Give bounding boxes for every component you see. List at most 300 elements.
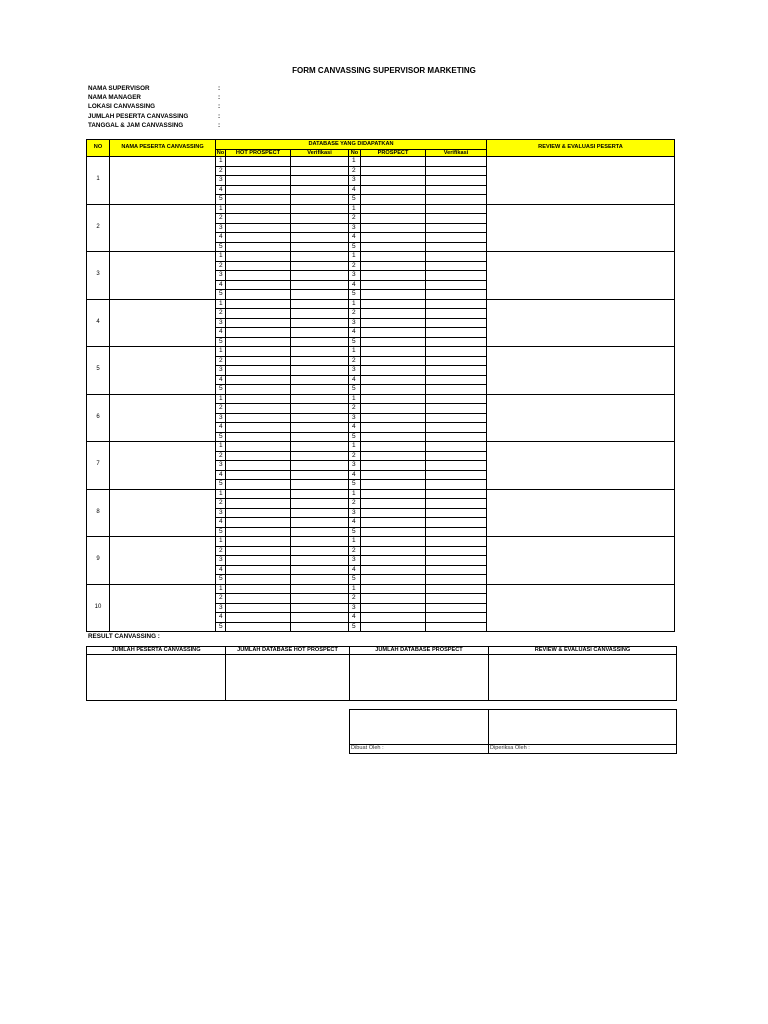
- hot-prospect-row-number: 4: [216, 280, 226, 290]
- hot-prospect-cell[interactable]: [226, 508, 291, 518]
- prospect-row-number: 5: [349, 337, 361, 347]
- prospect-row-number: 1: [349, 157, 361, 167]
- prospect-row-number: 1: [349, 299, 361, 309]
- prospect-cell[interactable]: [361, 356, 426, 366]
- prospect-cell[interactable]: [361, 508, 426, 518]
- prospect-row-number: 5: [349, 527, 361, 537]
- hot-prospect-verifikasi-cell[interactable]: [291, 318, 349, 328]
- prospect-verifikasi-cell[interactable]: [426, 508, 487, 518]
- info-section: [88, 85, 221, 131]
- prospect-verifikasi-cell[interactable]: [426, 480, 487, 490]
- prospect-cell[interactable]: [361, 413, 426, 423]
- hot-prospect-verifikasi-cell[interactable]: [291, 337, 349, 347]
- prospect-cell[interactable]: [361, 461, 426, 471]
- prospect-verifikasi-cell[interactable]: [426, 166, 487, 176]
- hot-prospect-row-number: 1: [216, 442, 226, 452]
- hot-prospect-row-number: 3: [216, 366, 226, 376]
- prospect-verifikasi-cell[interactable]: [426, 271, 487, 281]
- hot-prospect-cell[interactable]: [226, 622, 291, 632]
- header-nama: NAMA PESERTA CANVASSING: [110, 140, 216, 157]
- info-colon: :: [218, 94, 221, 102]
- hot-prospect-cell[interactable]: [226, 204, 291, 214]
- prospect-cell[interactable]: [361, 337, 426, 347]
- hot-prospect-verifikasi-cell[interactable]: [291, 461, 349, 471]
- table-body: [87, 157, 675, 632]
- prospect-row-number: 3: [349, 176, 361, 186]
- prospect-row-number: 5: [349, 432, 361, 442]
- participant-number: 6: [87, 394, 110, 442]
- header-no: NO: [87, 140, 110, 157]
- table-row: [87, 204, 675, 214]
- prospect-row-number: 2: [349, 499, 361, 509]
- participant-name-cell[interactable]: [110, 252, 216, 300]
- prospect-verifikasi-cell[interactable]: [426, 347, 487, 357]
- hot-prospect-cell[interactable]: [226, 328, 291, 338]
- hot-prospect-cell[interactable]: [226, 594, 291, 604]
- prospect-verifikasi-cell[interactable]: [426, 537, 487, 547]
- signature-space-dibuat[interactable]: [350, 710, 489, 745]
- hot-prospect-verifikasi-cell[interactable]: [291, 584, 349, 594]
- hot-prospect-verifikasi-cell[interactable]: [291, 603, 349, 613]
- hot-prospect-verifikasi-cell[interactable]: [291, 480, 349, 490]
- hot-prospect-verifikasi-cell[interactable]: [291, 261, 349, 271]
- hot-prospect-verifikasi-cell[interactable]: [291, 518, 349, 528]
- prospect-verifikasi-cell[interactable]: [426, 299, 487, 309]
- hot-prospect-row-number: 3: [216, 176, 226, 186]
- hot-prospect-cell[interactable]: [226, 223, 291, 233]
- hot-prospect-row-number: 3: [216, 223, 226, 233]
- hot-prospect-cell[interactable]: [226, 546, 291, 556]
- prospect-cell[interactable]: [361, 480, 426, 490]
- hot-prospect-verifikasi-cell[interactable]: [291, 575, 349, 585]
- review-cell[interactable]: [487, 252, 675, 300]
- prospect-cell[interactable]: [361, 166, 426, 176]
- prospect-verifikasi-cell[interactable]: [426, 565, 487, 575]
- participant-name-cell[interactable]: [110, 394, 216, 442]
- prospect-cell[interactable]: [361, 622, 426, 632]
- prospect-verifikasi-cell[interactable]: [426, 204, 487, 214]
- prospect-verifikasi-cell[interactable]: [426, 556, 487, 566]
- hot-prospect-cell[interactable]: [226, 584, 291, 594]
- hot-prospect-verifikasi-cell[interactable]: [291, 252, 349, 262]
- prospect-cell[interactable]: [361, 470, 426, 480]
- hot-prospect-cell[interactable]: [226, 470, 291, 480]
- prospect-cell[interactable]: [361, 432, 426, 442]
- prospect-cell[interactable]: [361, 404, 426, 414]
- info-row-jumlah: [88, 112, 221, 122]
- prospect-cell[interactable]: [361, 290, 426, 300]
- prospect-cell[interactable]: [361, 280, 426, 290]
- review-cell[interactable]: [487, 347, 675, 395]
- participant-name-cell[interactable]: [110, 442, 216, 490]
- prospect-row-number: 4: [349, 613, 361, 623]
- result-cell-prospect[interactable]: [350, 655, 489, 701]
- hot-prospect-cell[interactable]: [226, 271, 291, 281]
- participant-number: 9: [87, 537, 110, 585]
- hot-prospect-row-number: 2: [216, 309, 226, 319]
- hot-prospect-cell[interactable]: [226, 537, 291, 547]
- prospect-verifikasi-cell[interactable]: [426, 290, 487, 300]
- hot-prospect-verifikasi-cell[interactable]: [291, 442, 349, 452]
- prospect-cell[interactable]: [361, 385, 426, 395]
- hot-prospect-cell[interactable]: [226, 290, 291, 300]
- hot-prospect-verifikasi-cell[interactable]: [291, 375, 349, 385]
- prospect-row-number: 3: [349, 413, 361, 423]
- prospect-cell[interactable]: [361, 157, 426, 167]
- result-label: RESULT CANVASSING :: [88, 633, 160, 640]
- hot-prospect-row-number: 4: [216, 423, 226, 433]
- prospect-cell[interactable]: [361, 537, 426, 547]
- hot-prospect-verifikasi-cell[interactable]: [291, 233, 349, 243]
- prospect-cell[interactable]: [361, 233, 426, 243]
- participant-number: 8: [87, 489, 110, 537]
- hot-prospect-row-number: 2: [216, 594, 226, 604]
- table-row: [87, 489, 675, 499]
- result-cell-review[interactable]: [489, 655, 677, 701]
- hot-prospect-verifikasi-cell[interactable]: [291, 613, 349, 623]
- hot-prospect-cell[interactable]: [226, 613, 291, 623]
- prospect-verifikasi-cell[interactable]: [426, 518, 487, 528]
- hot-prospect-cell[interactable]: [226, 299, 291, 309]
- table-row: [87, 157, 675, 167]
- prospect-verifikasi-cell[interactable]: [426, 413, 487, 423]
- hot-prospect-verifikasi-cell[interactable]: [291, 394, 349, 404]
- prospect-verifikasi-cell[interactable]: [426, 527, 487, 537]
- hot-prospect-cell[interactable]: [226, 176, 291, 186]
- prospect-cell[interactable]: [361, 489, 426, 499]
- hot-prospect-cell[interactable]: [226, 461, 291, 471]
- prospect-row-number: 3: [349, 318, 361, 328]
- prospect-verifikasi-cell[interactable]: [426, 451, 487, 461]
- result-cell-hot-prospect[interactable]: [226, 655, 350, 701]
- prospect-verifikasi-cell[interactable]: [426, 423, 487, 433]
- hot-prospect-cell[interactable]: [226, 565, 291, 575]
- hot-prospect-cell[interactable]: [226, 347, 291, 357]
- hot-prospect-verifikasi-cell[interactable]: [291, 489, 349, 499]
- hot-prospect-cell[interactable]: [226, 157, 291, 167]
- prospect-verifikasi-cell[interactable]: [426, 594, 487, 604]
- hot-prospect-cell[interactable]: [226, 499, 291, 509]
- prospect-verifikasi-cell[interactable]: [426, 242, 487, 252]
- header-hot-prospect: HOT PROSPECT: [226, 150, 291, 157]
- hot-prospect-verifikasi-cell[interactable]: [291, 622, 349, 632]
- hot-prospect-cell[interactable]: [226, 527, 291, 537]
- hot-prospect-cell[interactable]: [226, 280, 291, 290]
- hot-prospect-cell[interactable]: [226, 413, 291, 423]
- prospect-verifikasi-cell[interactable]: [426, 404, 487, 414]
- prospect-verifikasi-cell[interactable]: [426, 575, 487, 585]
- hot-prospect-verifikasi-cell[interactable]: [291, 166, 349, 176]
- prospect-row-number: 5: [349, 622, 361, 632]
- hot-prospect-cell[interactable]: [226, 166, 291, 176]
- prospect-cell[interactable]: [361, 451, 426, 461]
- hot-prospect-row-number: 5: [216, 432, 226, 442]
- signature-table: [349, 709, 677, 754]
- prospect-verifikasi-cell[interactable]: [426, 470, 487, 480]
- prospect-verifikasi-cell[interactable]: [426, 223, 487, 233]
- table-row: [87, 537, 675, 547]
- prospect-cell[interactable]: [361, 195, 426, 205]
- hot-prospect-row-number: 5: [216, 290, 226, 300]
- review-cell[interactable]: [487, 299, 675, 347]
- hot-prospect-cell[interactable]: [226, 394, 291, 404]
- prospect-row-number: 4: [349, 518, 361, 528]
- hot-prospect-verifikasi-cell[interactable]: [291, 413, 349, 423]
- hot-prospect-cell[interactable]: [226, 423, 291, 433]
- prospect-verifikasi-cell[interactable]: [426, 309, 487, 319]
- review-cell[interactable]: [487, 204, 675, 252]
- prospect-verifikasi-cell[interactable]: [426, 613, 487, 623]
- prospect-cell[interactable]: [361, 575, 426, 585]
- prospect-cell[interactable]: [361, 546, 426, 556]
- info-row-lokasi: [88, 103, 221, 112]
- hot-prospect-cell[interactable]: [226, 195, 291, 205]
- hot-prospect-cell[interactable]: [226, 261, 291, 271]
- prospect-row-number: 4: [349, 185, 361, 195]
- hot-prospect-row-number: 1: [216, 347, 226, 357]
- hot-prospect-row-number: 2: [216, 451, 226, 461]
- participant-name-cell[interactable]: [110, 157, 216, 205]
- hot-prospect-verifikasi-cell[interactable]: [291, 242, 349, 252]
- prospect-cell[interactable]: [361, 347, 426, 357]
- prospect-cell[interactable]: [361, 594, 426, 604]
- header-sub-no: No: [216, 150, 225, 156]
- prospect-cell[interactable]: [361, 176, 426, 186]
- prospect-verifikasi-cell[interactable]: [426, 461, 487, 471]
- info-colon: :: [218, 103, 221, 111]
- prospect-cell[interactable]: [361, 366, 426, 376]
- hot-prospect-verifikasi-cell[interactable]: [291, 185, 349, 195]
- hot-prospect-verifikasi-cell[interactable]: [291, 404, 349, 414]
- hot-prospect-cell[interactable]: [226, 603, 291, 613]
- review-cell[interactable]: [487, 584, 675, 632]
- signature-space-diperiksa[interactable]: [489, 710, 677, 745]
- participant-name-cell[interactable]: [110, 584, 216, 632]
- prospect-row-number: 2: [349, 214, 361, 224]
- prospect-cell[interactable]: [361, 309, 426, 319]
- hot-prospect-verifikasi-cell[interactable]: [291, 499, 349, 509]
- hot-prospect-cell[interactable]: [226, 489, 291, 499]
- prospect-verifikasi-cell[interactable]: [426, 280, 487, 290]
- hot-prospect-cell[interactable]: [226, 442, 291, 452]
- prospect-row-number: 4: [349, 423, 361, 433]
- hot-prospect-verifikasi-cell[interactable]: [291, 280, 349, 290]
- header-verifikasi: Verifikasi: [426, 150, 487, 157]
- prospect-verifikasi-cell[interactable]: [426, 622, 487, 632]
- prospect-verifikasi-cell[interactable]: [426, 214, 487, 224]
- prospect-verifikasi-cell[interactable]: [426, 394, 487, 404]
- prospect-cell[interactable]: [361, 223, 426, 233]
- participant-name-cell[interactable]: [110, 204, 216, 252]
- prospect-verifikasi-cell[interactable]: [426, 233, 487, 243]
- hot-prospect-row-number: 5: [216, 575, 226, 585]
- hot-prospect-verifikasi-cell[interactable]: [291, 537, 349, 547]
- review-cell[interactable]: [487, 157, 675, 205]
- prospect-verifikasi-cell[interactable]: [426, 252, 487, 262]
- prospect-verifikasi-cell[interactable]: [426, 385, 487, 395]
- table-row: [87, 442, 675, 452]
- table-row: [87, 394, 675, 404]
- prospect-verifikasi-cell[interactable]: [426, 261, 487, 271]
- hot-prospect-row-number: 2: [216, 166, 226, 176]
- review-cell[interactable]: [487, 489, 675, 537]
- prospect-row-number: 1: [349, 394, 361, 404]
- hot-prospect-row-number: 1: [216, 394, 226, 404]
- hot-prospect-cell[interactable]: [226, 385, 291, 395]
- hot-prospect-verifikasi-cell[interactable]: [291, 470, 349, 480]
- hot-prospect-cell[interactable]: [226, 375, 291, 385]
- prospect-row-number: 4: [349, 470, 361, 480]
- prospect-verifikasi-cell[interactable]: [426, 499, 487, 509]
- hot-prospect-cell[interactable]: [226, 480, 291, 490]
- hot-prospect-row-number: 5: [216, 622, 226, 632]
- prospect-verifikasi-cell[interactable]: [426, 185, 487, 195]
- table-row: [87, 299, 675, 309]
- hot-prospect-verifikasi-cell[interactable]: [291, 527, 349, 537]
- hot-prospect-verifikasi-cell[interactable]: [291, 423, 349, 433]
- prospect-verifikasi-cell[interactable]: [426, 337, 487, 347]
- prospect-verifikasi-cell[interactable]: [426, 584, 487, 594]
- hot-prospect-row-number: 3: [216, 603, 226, 613]
- participant-name-cell[interactable]: [110, 537, 216, 585]
- prospect-cell[interactable]: [361, 271, 426, 281]
- hot-prospect-cell[interactable]: [226, 556, 291, 566]
- prospect-verifikasi-cell[interactable]: [426, 375, 487, 385]
- hot-prospect-cell[interactable]: [226, 404, 291, 414]
- hot-prospect-row-number: 2: [216, 356, 226, 366]
- review-cell[interactable]: [487, 394, 675, 442]
- prospect-cell[interactable]: [361, 299, 426, 309]
- hot-prospect-verifikasi-cell[interactable]: [291, 299, 349, 309]
- hot-prospect-verifikasi-cell[interactable]: [291, 366, 349, 376]
- prospect-verifikasi-cell[interactable]: [426, 366, 487, 376]
- prospect-cell[interactable]: [361, 242, 426, 252]
- hot-prospect-verifikasi-cell[interactable]: [291, 271, 349, 281]
- hot-prospect-verifikasi-cell[interactable]: [291, 546, 349, 556]
- prospect-cell[interactable]: [361, 565, 426, 575]
- prospect-verifikasi-cell[interactable]: [426, 356, 487, 366]
- prospect-verifikasi-cell[interactable]: [426, 318, 487, 328]
- participant-number: 1: [87, 157, 110, 205]
- hot-prospect-verifikasi-cell[interactable]: [291, 195, 349, 205]
- prospect-cell[interactable]: [361, 584, 426, 594]
- hot-prospect-row-number: 2: [216, 546, 226, 556]
- hot-prospect-verifikasi-cell[interactable]: [291, 565, 349, 575]
- prospect-cell[interactable]: [361, 423, 426, 433]
- hot-prospect-cell[interactable]: [226, 214, 291, 224]
- prospect-verifikasi-cell[interactable]: [426, 603, 487, 613]
- hot-prospect-cell[interactable]: [226, 518, 291, 528]
- hot-prospect-cell[interactable]: [226, 318, 291, 328]
- hot-prospect-cell[interactable]: [226, 242, 291, 252]
- prospect-row-number: 3: [349, 366, 361, 376]
- hot-prospect-cell[interactable]: [226, 252, 291, 262]
- participant-number: 2: [87, 204, 110, 252]
- prospect-cell[interactable]: [361, 603, 426, 613]
- hot-prospect-verifikasi-cell[interactable]: [291, 328, 349, 338]
- hot-prospect-cell[interactable]: [226, 356, 291, 366]
- prospect-cell[interactable]: [361, 556, 426, 566]
- hot-prospect-cell[interactable]: [226, 575, 291, 585]
- hot-prospect-verifikasi-cell[interactable]: [291, 451, 349, 461]
- prospect-row-number: 2: [349, 404, 361, 414]
- prospect-cell[interactable]: [361, 214, 426, 224]
- prospect-verifikasi-cell[interactable]: [426, 432, 487, 442]
- hot-prospect-cell[interactable]: [226, 366, 291, 376]
- prospect-cell[interactable]: [361, 518, 426, 528]
- participant-name-cell[interactable]: [110, 489, 216, 537]
- hot-prospect-cell[interactable]: [226, 309, 291, 319]
- table-row: [87, 252, 675, 262]
- hot-prospect-cell[interactable]: [226, 337, 291, 347]
- hot-prospect-verifikasi-cell[interactable]: [291, 356, 349, 366]
- hot-prospect-verifikasi-cell[interactable]: [291, 214, 349, 224]
- hot-prospect-row-number: 4: [216, 185, 226, 195]
- prospect-cell[interactable]: [361, 375, 426, 385]
- prospect-row-number: 2: [349, 356, 361, 366]
- participant-name-cell[interactable]: [110, 299, 216, 347]
- info-label: LOKASI CANVASSING: [88, 103, 156, 111]
- prospect-cell[interactable]: [361, 261, 426, 271]
- hot-prospect-verifikasi-cell[interactable]: [291, 594, 349, 604]
- hot-prospect-cell[interactable]: [226, 185, 291, 195]
- prospect-verifikasi-cell[interactable]: [426, 195, 487, 205]
- hot-prospect-cell[interactable]: [226, 451, 291, 461]
- prospect-verifikasi-cell[interactable]: [426, 489, 487, 499]
- prospect-cell[interactable]: [361, 442, 426, 452]
- hot-prospect-verifikasi-cell[interactable]: [291, 157, 349, 167]
- hot-prospect-verifikasi-cell[interactable]: [291, 290, 349, 300]
- result-header-hot-prospect: JUMLAH DATABASE HOT PROSPECT: [226, 647, 350, 655]
- hot-prospect-verifikasi-cell[interactable]: [291, 385, 349, 395]
- hot-prospect-verifikasi-cell[interactable]: [291, 223, 349, 233]
- participant-name-cell[interactable]: [110, 347, 216, 395]
- hot-prospect-verifikasi-cell[interactable]: [291, 432, 349, 442]
- hot-prospect-verifikasi-cell[interactable]: [291, 204, 349, 214]
- result-cell-peserta[interactable]: [87, 655, 226, 701]
- prospect-cell[interactable]: [361, 204, 426, 214]
- prospect-cell[interactable]: [361, 394, 426, 404]
- prospect-verifikasi-cell[interactable]: [426, 157, 487, 167]
- prospect-verifikasi-cell[interactable]: [426, 328, 487, 338]
- hot-prospect-cell[interactable]: [226, 233, 291, 243]
- prospect-cell[interactable]: [361, 318, 426, 328]
- prospect-cell[interactable]: [361, 499, 426, 509]
- hot-prospect-verifikasi-cell[interactable]: [291, 556, 349, 566]
- result-header-review: REVIEW & EVALUASI CANVASSING: [489, 647, 677, 655]
- prospect-cell[interactable]: [361, 527, 426, 537]
- hot-prospect-verifikasi-cell[interactable]: [291, 309, 349, 319]
- hot-prospect-cell[interactable]: [226, 432, 291, 442]
- prospect-row-number: 3: [349, 223, 361, 233]
- prospect-verifikasi-cell[interactable]: [426, 442, 487, 452]
- hot-prospect-verifikasi-cell[interactable]: [291, 508, 349, 518]
- prospect-cell[interactable]: [361, 252, 426, 262]
- hot-prospect-verifikasi-cell[interactable]: [291, 347, 349, 357]
- hot-prospect-row-number: 5: [216, 195, 226, 205]
- hot-prospect-row-number: 1: [216, 204, 226, 214]
- hot-prospect-verifikasi-cell[interactable]: [291, 176, 349, 186]
- hot-prospect-row-number: 2: [216, 404, 226, 414]
- prospect-verifikasi-cell[interactable]: [426, 546, 487, 556]
- prospect-cell[interactable]: [361, 185, 426, 195]
- review-cell[interactable]: [487, 537, 675, 585]
- prospect-cell[interactable]: [361, 328, 426, 338]
- prospect-verifikasi-cell[interactable]: [426, 176, 487, 186]
- hot-prospect-row-number: 2: [216, 261, 226, 271]
- prospect-cell[interactable]: [361, 613, 426, 623]
- review-cell[interactable]: [487, 442, 675, 490]
